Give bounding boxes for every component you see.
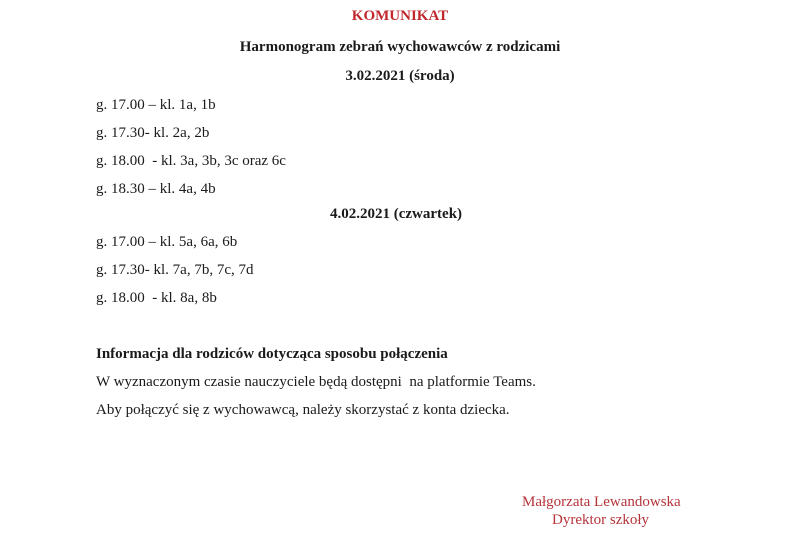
info-line: Aby połączyć się z wychowawcą, należy skorzystać z konta dziecka. bbox=[96, 402, 510, 418]
schedule-entry: g. 17.30- kl. 7a, 7b, 7c, 7d bbox=[96, 262, 254, 278]
day-1-date: 3.02.2021 (środa) bbox=[345, 68, 455, 84]
schedule-entry: g. 17.00 – kl. 5a, 6a, 6b bbox=[96, 234, 238, 250]
day-2-date: 4.02.2021 (czwartek) bbox=[330, 206, 463, 222]
signature-name: Małgorzata Lewandowska bbox=[522, 494, 681, 510]
schedule-entry: g. 18.30 – kl. 4a, 4b bbox=[96, 181, 216, 197]
schedule-entry: g. 17.30- kl. 2a, 2b bbox=[96, 125, 210, 141]
document-title: KOMUNIKAT bbox=[351, 8, 449, 24]
schedule-entry: g. 17.00 – kl. 1a, 1b bbox=[96, 97, 216, 113]
document-subtitle: Harmonogram zebrań wychowawców z rodzicami bbox=[239, 39, 561, 55]
schedule-entry: g. 18.00 - kl. 8a, 8b bbox=[96, 290, 217, 306]
schedule-entry: g. 18.00 - kl. 3a, 3b, 3c oraz 6c bbox=[96, 153, 286, 169]
info-heading: Informacja dla rodziców dotycząca sposobu połączenia bbox=[96, 346, 448, 362]
signature-role: Dyrektor szkoły bbox=[552, 512, 650, 528]
info-line: W wyznaczonym czasie nauczyciele będą dostępni na platformie Teams. bbox=[96, 374, 536, 390]
